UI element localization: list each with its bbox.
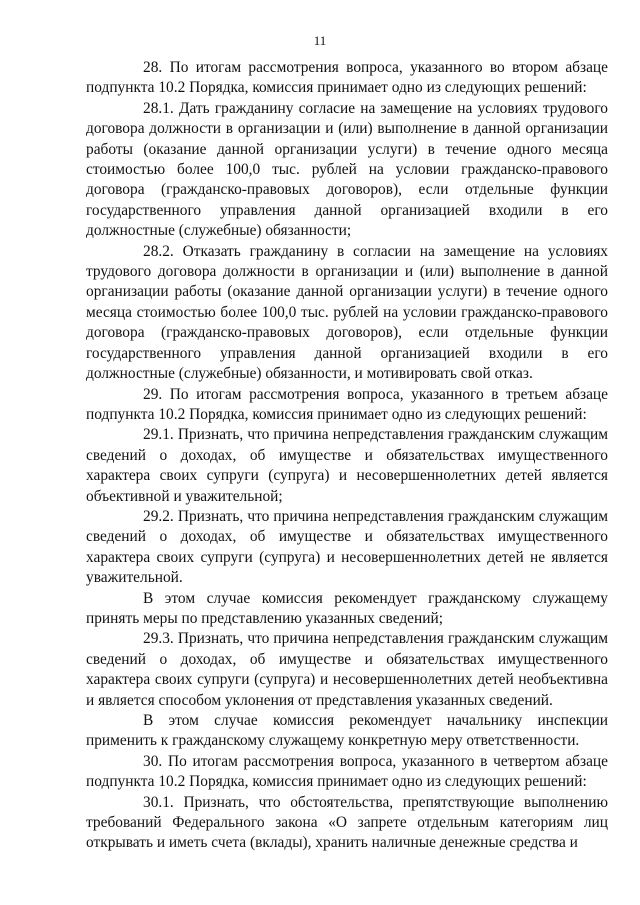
paragraph-29-1: 29.1. Признать, что причина непредставления гражданским служащим сведений о доходах, об имуществе и обязательствах имущественного характера своих супруги (супруга) и несовершеннолетних детей является объективной и уважительной; (86, 426, 608, 505)
paragraph-29-3-note: В этом случае комиссия рекомендует начальнику инспекции применить к гражданскому служащему конкретную меру ответственности. (86, 712, 608, 750)
paragraph-29-2-note: В этом случае комиссия рекомендует гражданскому служащему принять меры по представлению указанных сведений; (86, 589, 608, 627)
paragraph-29-3: 29.3. Признать, что причина непредставления гражданским служащим сведений о доходах, об имуществе и обязательствах имущественного характера своих супруги (супруга) и несовершеннолетних детей необъективна и является способом уклонения от представления указанных сведений. (86, 630, 608, 709)
paragraph-30-1: 30.1. Признать, что обстоятельства, препятствующие выполнению требований Федерального закона «О запрете отдельным категориям лиц открывать и иметь счета (вклады), хранить наличные денежные средства и (86, 793, 608, 852)
paragraph-30: 30. По итогам рассмотрения вопроса, указанного в четвертом абзаце подпункта 10.2 Порядка, комиссия принимает одно из следующих решений: (86, 752, 608, 791)
paragraph-28-1: 28.1. Дать гражданину согласие на замещение на условиях трудового договора должности в организации и (или) выполнение в данной организации работы (оказание данной организации услуги) в течение одного месяца стоимостью более 100,0 тыс. рублей на условии гражданско-правового договора (гражданско-правовых договоров), если отдельные функции государственного управления данной организацией входили в его должностные (служебные) обязанности; (86, 99, 608, 240)
page-number: 11 (313, 33, 327, 48)
paragraph-29-2: 29.2. Признать, что причина непредставления гражданским служащим сведений о доходах, об имуществе и обязательствах имущественного характера своих супруги (супруга) и несовершеннолетних детей не является уважительной. (86, 507, 608, 587)
paragraph-28-2: 28.2. Отказать гражданину в согласии на замещение на условиях трудового договора должности в организации и (или) выполнение в данной организации работы (оказание данной организации услуги) в течение одного месяца стоимостью более 100,0 тыс. рублей на условии гражданско-правового договора (гражданско-правовых договоров), если отдельные функции государственного управления данной организацией входили в его должностные (служебные) обязанности, и мотивировать свой отказ. (86, 242, 608, 383)
document-body (86, 58, 608, 854)
paragraph-29: 29. По итогам рассмотрения вопроса, указанного в третьем абзаце подпункта 10.2 Порядка, комиссия принимает одно из следующих решений: (86, 385, 608, 423)
paragraph-28: 28. По итогам рассмотрения вопроса, указанного во втором абзаце подпункта 10.2 Порядка, комиссия принимает одно из следующих решений: (86, 59, 608, 97)
